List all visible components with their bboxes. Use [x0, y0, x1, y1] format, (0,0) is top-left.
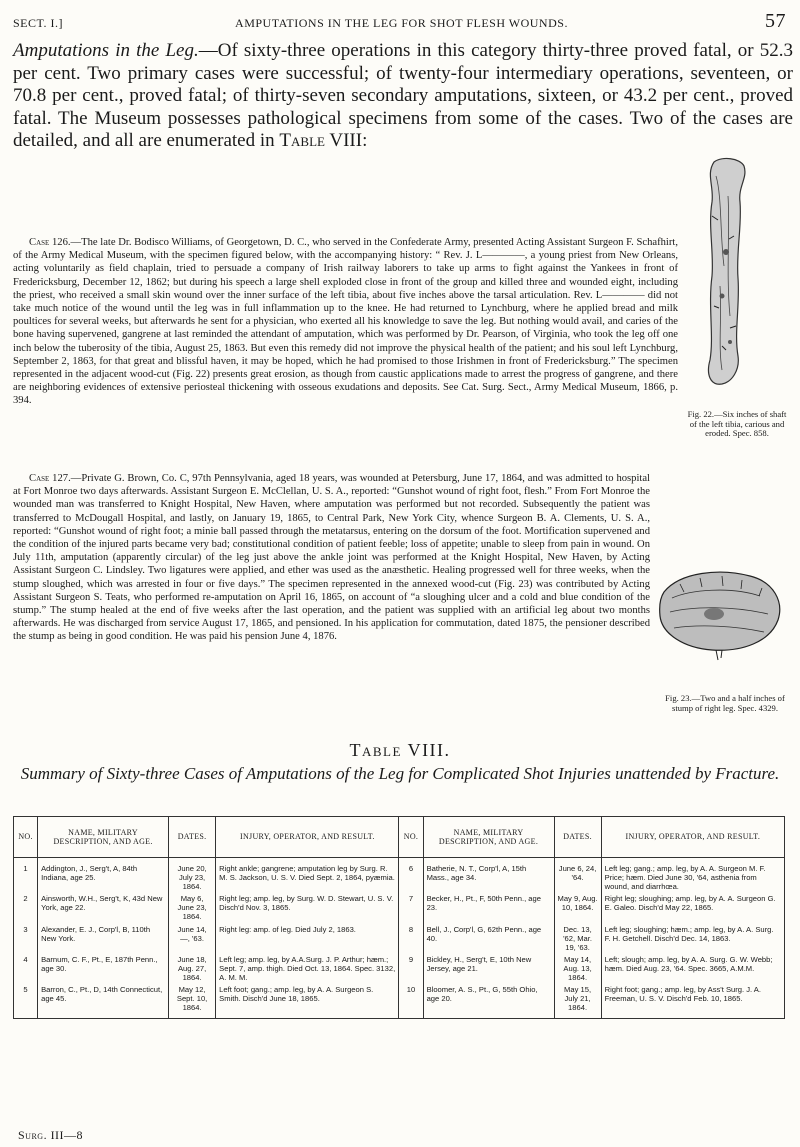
table-subtitle: Summary of Sixty-three Cases of Amputations of the Leg for Complicated Shot Injuries unattended by Fracture.: [20, 764, 780, 783]
cell-no: 9: [399, 955, 423, 985]
header-dates: DATES.: [169, 817, 216, 858]
cell-dates: May 15, July 21, 1864.: [554, 985, 601, 1019]
cell-injury: Left leg; amp. leg, by A.A.Surg. J. P. Arthur; hæm.; Sept. 7, amp. thigh. Died Oct. 13, 1864. Spec. 3132, A. M. M.: [216, 955, 399, 985]
fig22-space: [686, 188, 786, 390]
intro-text: —Of sixty-three operations in this category thirty-three proved fatal, or 52.3 per cent. Two primary cases were successful; of twenty-four intermediary operations, seventeen, or 70.8 per cent., proved fatal; of thirty-seven secondary amputations, sixteen, or 43.2 per cent., proved fatal. The Museum possesses pathological specimens from some of the cases. Two of the cases are detailed, and all are enumerated in: [13, 40, 793, 151]
case-127-text: —Private G. Brown, Co. C, 97th Pennsylvania, aged 18 years, was wounded at Petersburg, June 17, 1864, and was admitted to hospital at Fort Monroe two days afterwards. Assistant Surgeon E. McClellan, U. S. A., reported: “Gunshot wound of right foot, flesh.” From Fort Monroe the wounded man was transferred to Knight Hospital, New Haven, where amputation was performed but not recorded. Subsequently the patient was transferred to McDougall Hospital, and lastly, on January 19, 1865, to Central Park, New York City, whence Surgeon B. A. Clements, U. S. A., reported: “Gunshot wound of right foot; a minie ball passed through the metatarsus, entering on the dorsum of the foot. Mortification supervened and the condition of the injured parts became very bad; constitutional condition of patient feeble; loss of appetite; unable to sleep from pain in wound. On July 11th, amputation (apparently circular) of the leg just above the ankle joint was performed at the Knight Hospital, New Haven, by Acting Assistant Surgeon C. Lindsley. Two ligatures were applied, and ether was used as the anæsthetic. Healing progressed well for three weeks, when the stump sloughed, which was arrested in four or five days.” The specimen represented in the annexed wood-cut (Fig. 23) was contributed by Acting Assistant Surgeon S. Teats, who performed re-amputation on April 16, 1865, on account of “a sloughing ulcer and a cold and blue condition of the stump.” The stump healed at the end of five weeks after the last operation, and the patient was supplied with an artificial leg about two months afterwards. He was discharged from service August 17, 1865, and pensioned. In his application for commutation, dated 1875, the pensioner described the stump as being in good condition. He was paid his pension June 4, 1876.: [13, 473, 651, 643]
cell-injury: Left leg; sloughing; hæm.; amp. leg, by A. A. Surg. F. H. Getchell. Disch'd Dec. 14, 1863.: [601, 925, 784, 955]
cell-name: Bickley, H., Serg't, E, 10th New Jersey, age 21.: [423, 955, 554, 985]
signature-footer: Surg. III—8: [18, 1128, 84, 1142]
running-title: AMPUTATIONS IN THE LEG FOR SHOT FLESH WOUNDS.: [235, 16, 568, 30]
table-reference: Table VIII:: [279, 130, 368, 151]
cell-name: Barnum, C. F., Pt., E, 187th Penn., age 30.: [38, 955, 169, 985]
cell-no: 4: [14, 955, 38, 985]
table-row: [14, 955, 785, 985]
case-126-text: —The late Dr. Bodisco Williams, of Georgetown, D. C., who served in the Confederate Army, presented Acting Assistant Surgeon F. Schafhirt, of the Army Medical Museum, with the specimen figured below, with the accompanying history: “ Rev. J. L————, a young priest from New Orleans, acting voluntarily as field chaplain, tried to persuade a company of Irish railway laborers to take up arms to fight against the Yankees in front of Fredericksburg, December 12, 1862; but during his speech a large shell exploded close in front of the group and killed three and wounded eight, including the priest, who received a small skin wound over the inner surface of the left tibia, about five inches above the tarsal articulation. Rev. L———— did not take much notice of the wound until the leg was in full inflammation up to the knee. He had returned to Lynchburg, where he applied bread and milk poultices for several weeks, but afterwards he sent for a physician, who exerted all his knowledge to save the leg. But nothing would avail, and caries of the bone having supervened, gangrene at last reminded the attendant of amputation, which was performed by Dr. Pearson, of Virginia, who took the leg off one inch below the tuberosity of the tibia, August 25, 1863. But even this remedy did not improve the physical health of the patient; and his soul left Lynchburg, September 2, 1863, for that great and blissful haven, it may be hoped, which he had promised to those Irishmen in front of Fredericksburg.” The specimen represented in the adjacent wood-cut (Fig. 22) presents great erosion, as though from caustic applications made to arrest the progress of gangrene, and there are neighboring evidences of extensive periosteal thickening with osseous exudations and deposits. See Cat. Surg. Sect., Army Medical Museum, 1866, p. 394.: [13, 237, 678, 407]
cell-no: 2: [14, 894, 38, 924]
cell-injury: Left foot; gang.; amp. leg, by A. A. Surgeon S. Smith. Disch'd June 18, 1865.: [216, 985, 399, 1019]
cell-name: Bell, J., Corp'l, G, 62th Penn., age 40.: [423, 925, 554, 955]
header-no-right: NO.: [399, 817, 423, 858]
cell-name: Ainsworth, W.H., Serg't, K, 43d New York, age 22.: [38, 894, 169, 924]
cell-no: 10: [399, 985, 423, 1019]
cell-no: 8: [399, 925, 423, 955]
case-127: [13, 472, 786, 730]
cell-dates: May 6, June 23, 1864.: [169, 894, 216, 924]
cell-dates: May 9, Aug. 10, 1864.: [554, 894, 601, 924]
fig22-caption: Fig. 22.—Six inches of shaft of the left tibia, carious and eroded. Spec. 858.: [687, 409, 787, 439]
cell-dates: June 6, 24, '64.: [554, 858, 601, 895]
cell-dates: June 20, July 23, 1864.: [169, 858, 216, 895]
cell-name: Bloomer, A. S., Pt., G, 55th Ohio, age 20.: [423, 985, 554, 1019]
case-126-label: Case 126.: [29, 237, 71, 248]
page-number: 57: [765, 10, 786, 32]
cell-no: 1: [14, 858, 38, 895]
cell-name: Barron, C., Pt., D, 14th Connecticut, age 45.: [38, 985, 169, 1019]
fig23-caption: Fig. 23.—Two and a half inches of stump of right leg. Spec. 4329.: [665, 693, 785, 713]
intro-heading: Amputations in the Leg.: [13, 40, 199, 61]
case-127-label: Case 127.: [29, 473, 71, 484]
header-dates-right: DATES.: [554, 817, 601, 858]
header-name-right: NAME, MILITARY DESCRIPTION, AND AGE.: [423, 817, 554, 858]
cell-dates: June 18, Aug. 27, 1864.: [169, 955, 216, 985]
cell-injury: Left; slough; amp. leg, by A. A. Surg. G. W. Webb; hæm. Died Aug. 23, '64. Spec. 3665, A.M.M.: [601, 955, 784, 985]
table-title: Table VIII.: [349, 740, 451, 760]
intro-paragraph: [13, 40, 793, 153]
table-row: [14, 894, 785, 924]
header-injury: INJURY, OPERATOR, AND RESULT.: [216, 817, 399, 858]
cell-injury: Right foot; gang.; amp. leg, by Ass't Surg. J. A. Freeman, U. S. V. Disch'd Feb. 10, 1865.: [601, 985, 784, 1019]
header-injury-right: INJURY, OPERATOR, AND RESULT.: [601, 817, 784, 858]
running-header: [13, 10, 790, 32]
header-no: NO.: [14, 817, 38, 858]
table-row: [14, 858, 785, 895]
cell-injury: Left leg; gang.; amp. leg, by A. A. Surgeon M. F. Price; hæm. Died June 30, '64, asthenia from wound, and diarrhœa.: [601, 858, 784, 895]
cell-dates: May 14, Aug. 13, 1864.: [554, 955, 601, 985]
cell-injury: Right leg; amp. leg, by Surg. W. D. Stewart, U. S. V. Disch'd Nov. 3, 1865.: [216, 894, 399, 924]
cell-name: Addington, J., Serg't, A, 84th Indiana, age 25.: [38, 858, 169, 895]
summary-table: [13, 816, 785, 1019]
table-row: [14, 985, 785, 1019]
cell-dates: June 14, —, '63.: [169, 925, 216, 955]
cell-injury: Right leg; sloughing; amp. leg, by A. A. Surgeon G. E. Galeo. Disch'd May 22, 1865.: [601, 894, 784, 924]
cell-name: Alexander, E. J., Corp'l, B, 110th New York.: [38, 925, 169, 955]
table-row: [14, 925, 785, 955]
cell-dates: Dec. 13, '62, Mar. 19, '63.: [554, 925, 601, 955]
header-name: NAME, MILITARY DESCRIPTION, AND AGE.: [38, 817, 169, 858]
cell-no: 5: [14, 985, 38, 1019]
fig23-space: [658, 468, 786, 730]
cell-no: 7: [399, 894, 423, 924]
case-126: [13, 236, 786, 408]
cell-name: Becker, H., Pt., F, 50th Penn., age 23.: [423, 894, 554, 924]
cell-name: Batherie, N. T., Corp'l, A, 15th Mass., age 34.: [423, 858, 554, 895]
cell-dates: May 12, Sept. 10, 1864.: [169, 985, 216, 1019]
section-label: SECT. I.]: [13, 16, 63, 30]
cell-injury: Right ankle; gangrene; amputation leg by Surg. R. M. S. Jackson, U. S. V. Died Sept. 2, 1864, pyæmia.: [216, 858, 399, 895]
cell-no: 6: [399, 858, 423, 895]
cell-injury: Right leg: amp. of leg. Died July 2, 1863.: [216, 925, 399, 955]
table-header-row: [14, 817, 785, 858]
cell-no: 3: [14, 925, 38, 955]
